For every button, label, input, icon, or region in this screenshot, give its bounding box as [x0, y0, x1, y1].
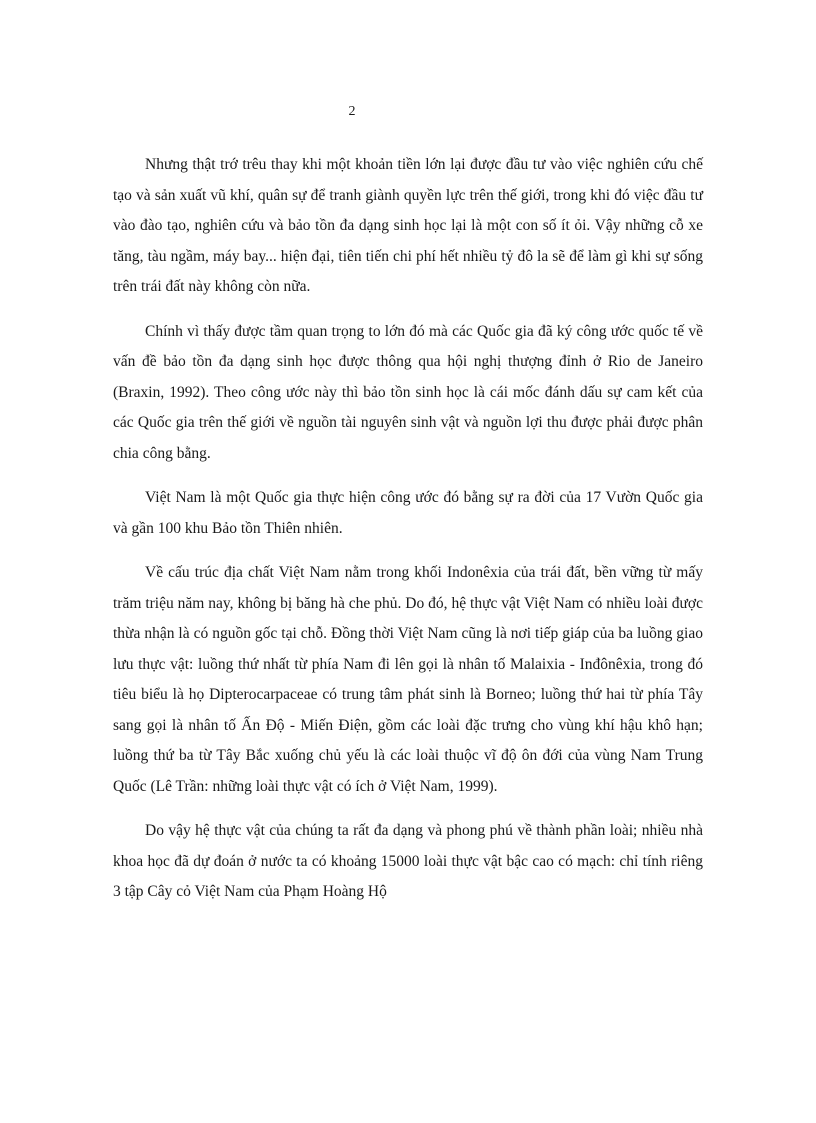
document-body: [113, 150, 703, 922]
paragraph-1: Nhưng thật trớ trêu thay khi một khoản tiền lớn lại được đầu tư vào việc nghiên cứu chế tạo và sản xuất vũ khí, quân sự để tranh giành quyền lực trên thế giới, trong khi đó việc đầu tư vào đào tạo, nghiên cứu và bảo tồn đa dạng sinh học lại là một con số ít ỏi. Vậy những cỗ xe tăng, tàu ngầm, máy bay... hiện đại, tiên tiến chi phí hết nhiều tỷ đô la sẽ để làm gì khi sự sống trên trái đất này không còn nữa.: [113, 156, 703, 295]
paragraph-2: Chính vì thấy được tầm quan trọng to lớn đó mà các Quốc gia đã ký công ước quốc tế về vấn đề bảo tồn đa dạng sinh học được thông qua hội nghị thượng đỉnh ở Rio de Janeiro (Braxin, 1992). Theo công ước này thì bảo tồn sinh học là cái mốc đánh dấu sự cam kết của các Quốc gia trên thế giới về nguồn tài nguyên sinh vật và nguồn lợi thu được phải được phân chia công bằng.: [113, 322, 703, 462]
paragraph-5: Do vậy hệ thực vật của chúng ta rất đa dạng và phong phú về thành phần loài; nhiều nhà khoa học đã dự đoán ở nước ta có khoảng 15000 loài thực vật bậc cao có mạch: chỉ tính riêng 3 tập Cây cỏ Việt Nam của Phạm Hoàng Hộ: [113, 822, 703, 900]
page-number: 2: [348, 104, 356, 119]
paragraph-3: Việt Nam là một Quốc gia thực hiện công ước đó bằng sự ra đời của 17 Vườn Quốc gia và gần 100 khu Bảo tồn Thiên nhiên.: [113, 489, 703, 537]
paragraph-4: Về cấu trúc địa chất Việt Nam nằm trong khối Indonêxia của trái đất, bền vững từ mấy trăm triệu năm nay, không bị băng hà che phủ. Do đó, hệ thực vật Việt Nam có nhiều loài được thừa nhận là có nguồn gốc tại chỗ. Đồng thời Việt Nam cũng là nơi tiếp giáp của ba luồng giao lưu thực vật: luồng thứ nhất từ phía Nam đi lên gọi là nhân tố Malaixia - Inđônêxia, trong đó tiêu biểu là họ Dipterocarpaceae có trung tâm phát sinh là Borneo; luồng thứ hai từ phía Tây sang gọi là nhân tố Ấn Độ - Miến Điện, gồm các loài đặc trưng cho vùng khí hậu khô hạn; luồng thứ ba từ Tây Bắc xuống chủ yếu là các loài thuộc vĩ độ ôn đới của vùng Nam Trung Quốc (Lê Trần: những loài thực vật có ích ở Việt Nam, 1999).: [113, 564, 703, 795]
